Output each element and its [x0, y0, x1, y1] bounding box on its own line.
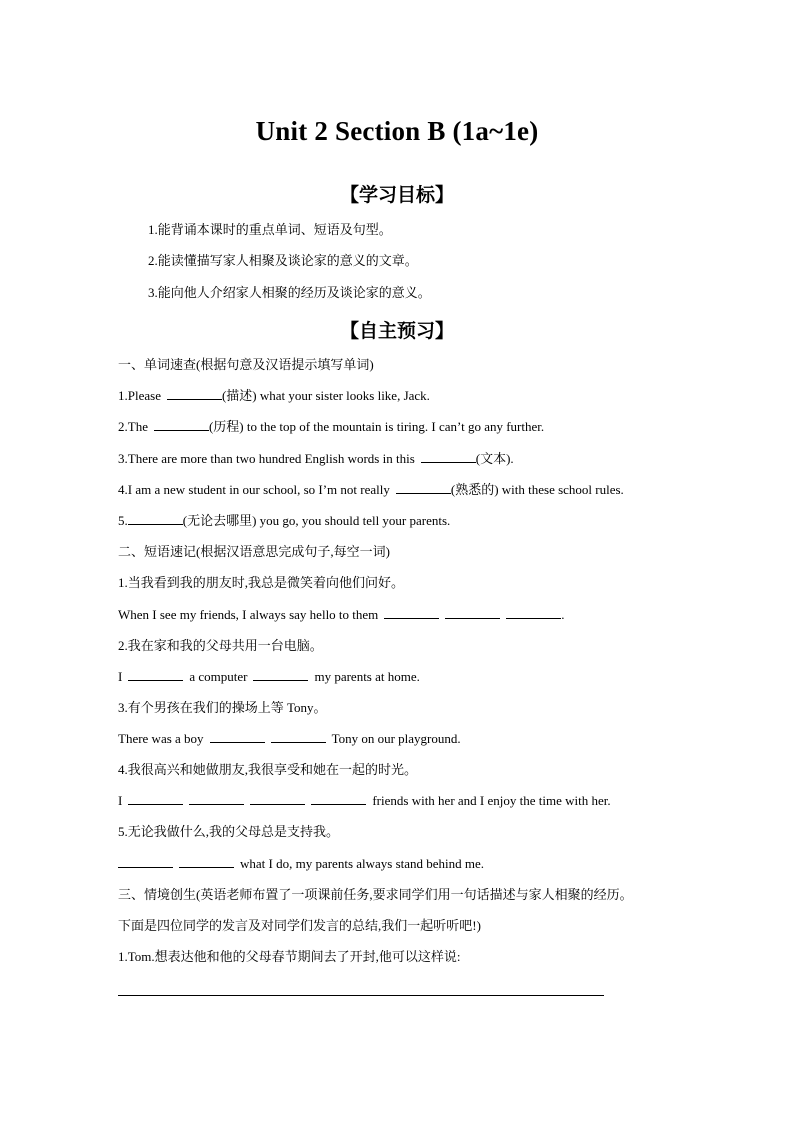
answer-blank[interactable]	[179, 855, 234, 868]
answer-blank[interactable]	[396, 481, 451, 494]
preview-heading: 【自主预习】	[339, 321, 454, 342]
question-text: (描述) what your sister looks like, Jack.	[221, 388, 430, 403]
goal-item-2: 2.能读懂描写家人相聚及谈论家的意义的文章。	[148, 253, 418, 268]
question-text: 1.Please	[118, 388, 161, 403]
answer-line[interactable]	[118, 995, 604, 996]
part3-title-continued: 下面是四位同学的发言及对同学们发言的总结,我们一起听听吧!)	[118, 918, 481, 933]
question-text: I	[118, 669, 123, 684]
part1-question-3	[118, 450, 514, 468]
question-text: my parents at home.	[314, 669, 420, 684]
answer-blank[interactable]	[118, 855, 173, 868]
part3-title: 三、情境创生(英语老师布置了一项课前任务,要求同学们用一句话描述与家人相聚的经历。	[118, 887, 633, 902]
question-text: (熟悉的) with these school rules.	[450, 482, 624, 497]
answer-blank[interactable]	[128, 512, 183, 525]
question-text: 2.The	[118, 419, 148, 434]
part1-question-2	[118, 418, 544, 436]
question-text: There was a boy	[118, 731, 204, 746]
question-text: 3.There are more than two hundred English words in this	[118, 451, 415, 466]
part1-question-4	[118, 481, 624, 499]
answer-blank[interactable]	[128, 668, 183, 681]
goal-item-3: 3.能向他人介绍家人相聚的经历及谈论家的意义。	[148, 285, 431, 300]
question-text: friends with her and I enjoy the time with her.	[372, 793, 611, 808]
answer-blank[interactable]	[167, 387, 222, 400]
question-text: I	[118, 793, 123, 808]
answer-blank[interactable]	[506, 606, 561, 619]
part2-question-1-chinese: 1.当我看到我的朋友时,我总是微笑着向他们问好。	[118, 575, 405, 590]
part2-question-3-chinese: 3.有个男孩在我们的操场上等 Tony。	[118, 700, 327, 715]
part2-title: 二、短语速记(根据汉语意思完成句子,每空一词)	[118, 544, 390, 559]
part2-question-4	[118, 792, 611, 810]
question-text: 5.	[118, 513, 128, 528]
part2-question-3	[118, 730, 461, 748]
answer-blank[interactable]	[421, 450, 476, 463]
part2-question-4-chinese: 4.我很高兴和她做朋友,我很享受和她在一起的时光。	[118, 762, 418, 777]
answer-blank[interactable]	[253, 668, 308, 681]
answer-blank[interactable]	[210, 730, 265, 743]
question-text: (历程) to the top of the mountain is tiring. I can’t go any further.	[208, 419, 545, 434]
question-text: a computer	[189, 669, 248, 684]
question-text: (无论去哪里) you go, you should tell your parents.	[182, 513, 451, 528]
answer-blank[interactable]	[384, 606, 439, 619]
answer-blank[interactable]	[445, 606, 500, 619]
question-text: .	[561, 607, 565, 622]
question-text: what I do, my parents always stand behind me.	[240, 856, 485, 871]
part2-question-5-chinese: 5.无论我做什么,我的父母总是支持我。	[118, 824, 340, 839]
part2-question-2-chinese: 2.我在家和我的父母共用一台电脑。	[118, 638, 323, 653]
goals-heading: 【学习目标】	[339, 185, 454, 206]
part2-question-1	[118, 606, 565, 624]
part1-question-1	[118, 387, 430, 405]
part1-question-5	[118, 512, 450, 530]
answer-blank[interactable]	[154, 418, 209, 431]
part3-question-1: 1.Tom.想表达他和他的父母春节期间去了开封,他可以这样说:	[118, 949, 461, 964]
answer-blank[interactable]	[311, 792, 366, 805]
answer-blank[interactable]	[128, 792, 183, 805]
part2-question-5	[118, 855, 484, 873]
part2-question-2	[118, 668, 420, 686]
answer-blank[interactable]	[189, 792, 244, 805]
question-text: 4.I am a new student in our school, so I’m not really	[118, 482, 390, 497]
answer-blank[interactable]	[250, 792, 305, 805]
goal-item-1: 1.能背诵本课时的重点单词、短语及句型。	[148, 222, 392, 237]
part1-title: 一、单词速查(根据句意及汉语提示填写单词)	[118, 357, 374, 372]
page-title: Unit 2 Section B (1a~1e)	[255, 116, 539, 146]
question-text: When I see my friends, I always say hello to them	[118, 607, 379, 622]
question-text: Tony on our playground.	[331, 731, 461, 746]
answer-blank[interactable]	[271, 730, 326, 743]
question-text: (文本).	[475, 451, 514, 466]
